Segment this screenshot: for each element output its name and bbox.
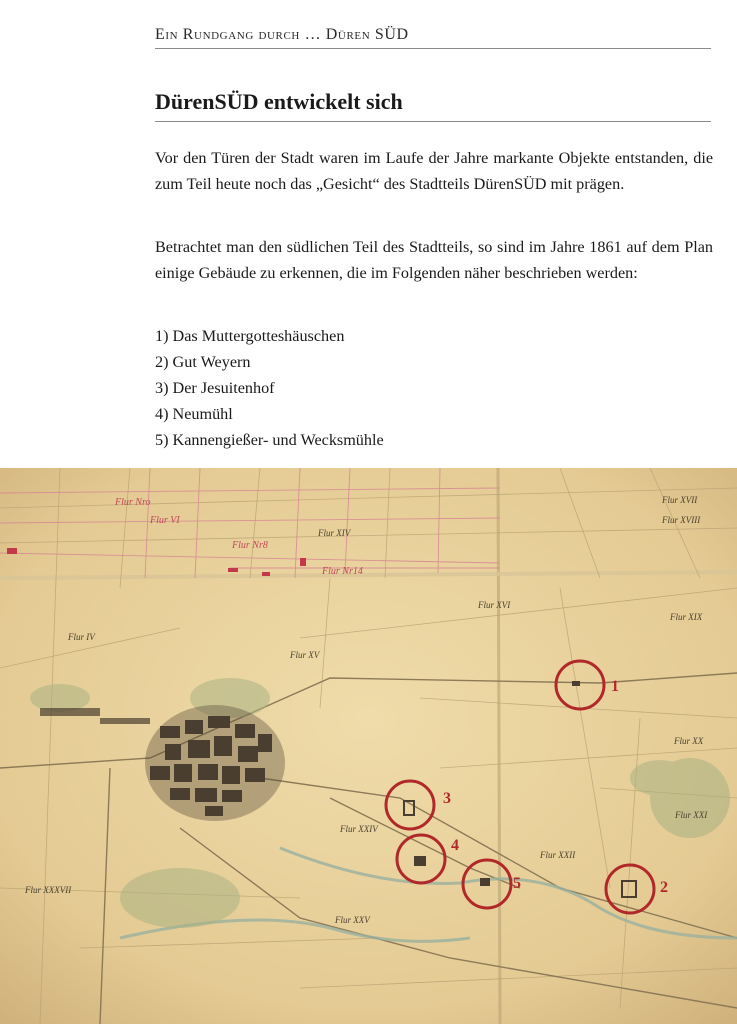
- map-label: Flur XX: [674, 736, 704, 746]
- section-title: DürenSÜD entwickelt sich: [155, 89, 711, 122]
- map-label: Flur XVIII: [662, 515, 701, 525]
- running-header: Ein Rundgang durch … Düren SÜD: [155, 26, 711, 49]
- map-label: Flur IV: [68, 632, 95, 642]
- paragraph-intro: Vor den Türen der Stadt waren im Laufe der Jahre markante Objekte entstanden, die zum Teil heute noch das „Gesicht“ des Stadtteils DürenSÜD mit prägen.: [155, 149, 713, 193]
- list-item: 4) Neumühl: [155, 405, 233, 423]
- svg-text:5: 5: [513, 875, 521, 892]
- map-label: Flur XXIV: [340, 824, 378, 834]
- historic-map-1861: [0, 468, 737, 1024]
- paragraph-plan: Betrachtet man den südlichen Teil des Stadtteils, so sind im Jahre 1861 auf dem Plan einige Gebäude zu erkennen, die im Folgenden näher beschrieben werden:: [155, 238, 713, 282]
- svg-text:4: 4: [451, 837, 459, 854]
- map-label: Flur XIV: [318, 528, 351, 538]
- list-item: 3) Der Jesuitenhof: [155, 379, 275, 397]
- map-label: Flur XVII: [662, 495, 698, 505]
- map-label: Flur XXI: [675, 810, 708, 820]
- map-label: Flur XXII: [540, 850, 576, 860]
- svg-text:2: 2: [660, 879, 668, 896]
- map-label: Flur XVI: [478, 600, 511, 610]
- list-item: 5) Kannengießer- und Wecksmühle: [155, 431, 384, 449]
- map-fold: [498, 468, 500, 1024]
- list-item: 2) Gut Weyern: [155, 353, 251, 371]
- svg-text:3: 3: [443, 790, 451, 807]
- map-label-red: Flur Nro: [115, 497, 151, 508]
- map-label-red: Flur Nr14: [322, 566, 363, 577]
- map-label: Flur XIX: [670, 612, 703, 622]
- list-item: 1) Das Muttergotteshäuschen: [155, 327, 345, 345]
- svg-text:1: 1: [611, 678, 619, 695]
- building-list: [155, 323, 713, 453]
- map-label-red: Flur VI: [150, 515, 180, 526]
- map-label: Flur XV: [290, 650, 320, 660]
- map-label: Flur XXV: [335, 915, 370, 925]
- map-label-red: Flur Nr8: [232, 540, 268, 551]
- map-label: Flur XXXVII: [25, 885, 72, 895]
- map-paper: [0, 468, 737, 1024]
